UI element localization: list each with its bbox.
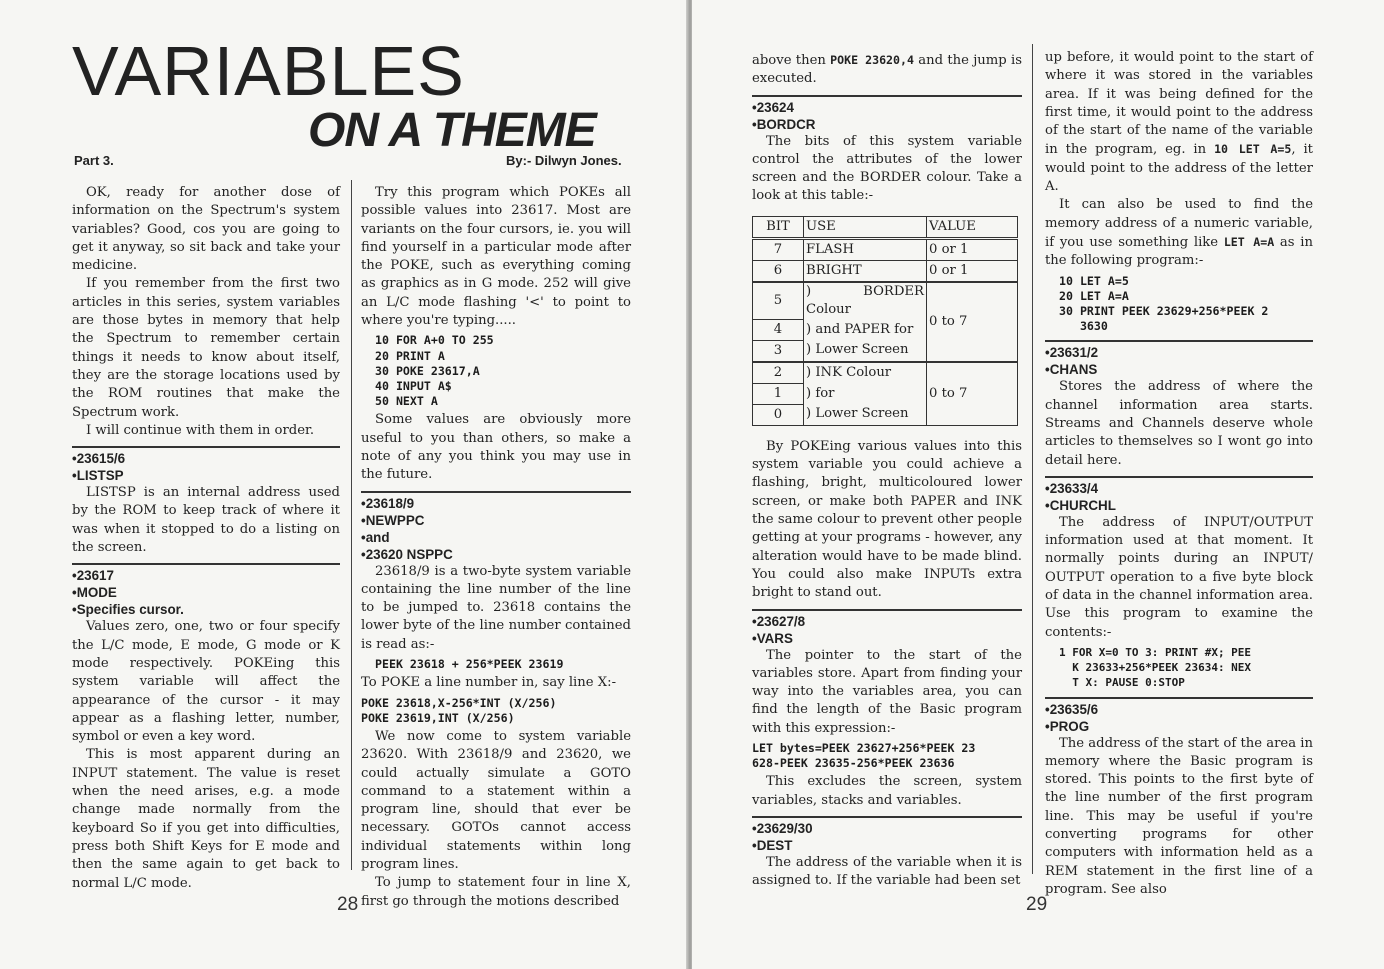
- paragraph: up before, it would point to the start of where it was stored in the variables area. If it was being defined for the first time, it would point to the address of the start of the name of the variable in the program, eg. in 10 LET A=5, it would point to the address of the letter A.: [1045, 50, 1313, 195]
- section-rule: [1045, 697, 1313, 699]
- table-cell: 0 or 1: [927, 238, 1018, 260]
- section-rule: [752, 816, 1022, 818]
- paragraph: The address of the variable when it is assigned to. If the variable had been set: [752, 855, 1022, 889]
- code-listing: 10 FOR A+0 TO 255 20 PRINT A 30 POKE 23617,A 40 INPUT A$ 50 NEXT A: [375, 333, 494, 409]
- title-line-1: VARIABLES: [72, 32, 465, 110]
- section-heading: •23627/8: [752, 613, 806, 629]
- section-rule: [1045, 476, 1313, 478]
- table-cell: ) Lower Screen: [804, 340, 927, 362]
- table-cell: 6: [753, 260, 804, 282]
- table-cell: 0 to 7: [927, 362, 1018, 426]
- table-cell: ) for: [804, 383, 927, 404]
- paragraph: By POKEing various values into this system variable you could achieve a flashing, bright, multicoloured lower screen, or make both PAPER and INK the same colour to prevent other people getting at your programs - however, any alteration would have to be made blind. You could also make INPUTs extra bright to stand out.: [752, 438, 1022, 601]
- section-heading: •BORDCR: [752, 116, 816, 132]
- code-listing: PEEK 23618 + 256*PEEK 23619: [375, 657, 564, 672]
- table-header-cell: VALUE: [927, 216, 1018, 238]
- table-row: [753, 362, 1018, 384]
- paragraph: The pointer to the start of the variables store. Apart from finding your way into the variables area, you can find the length of the Basic program with this expression:-: [752, 647, 1022, 736]
- table-cell: 2: [753, 362, 804, 384]
- section-heading: •DEST: [752, 838, 793, 854]
- section-heading: •23618/9: [361, 495, 415, 511]
- section-rule: [72, 563, 340, 565]
- paragraph: I will continue with them in order.: [86, 422, 315, 438]
- section-heading: •23624: [752, 99, 794, 115]
- table-header-cell: BIT: [753, 216, 804, 238]
- section-heading: •23635/6: [1045, 701, 1099, 717]
- paragraph: This excludes the screen, system variables, stacks and variables.: [752, 774, 1022, 808]
- column-1: [72, 184, 340, 893]
- byline: By:- Dilwyn Jones.: [506, 153, 622, 168]
- section-heading: •CHURCHL: [1045, 497, 1116, 513]
- table-cell: ) and PAPER for: [804, 319, 927, 340]
- paragraph: Stores the address of where the channel information area starts. Streams and Channels deserve whole articles to themselves so I wont go into detail here.: [1045, 379, 1313, 468]
- page-number: 29: [1026, 894, 1048, 915]
- paragraph: Values zero, one, two or four specify the L/C mode, E mode, G mode or K mode respectively. POKEing this system variable will affect the appearance of the cursor - it may appear as a flashing letter, number, symbol or even a key word.: [72, 619, 340, 745]
- section-rule: [1045, 340, 1313, 342]
- section-rule: [72, 446, 340, 448]
- table-header-cell: USE: [804, 216, 927, 238]
- section-rule: [752, 95, 1022, 97]
- table-cell: ) INK Colour: [804, 362, 927, 384]
- section-heading: •23615/6: [72, 451, 126, 467]
- column-2: [361, 184, 631, 911]
- section-rule: [361, 491, 631, 493]
- section-heading: •Specifies cursor.: [72, 602, 184, 618]
- part-label: Part 3.: [74, 153, 114, 168]
- section-heading: •MODE: [72, 585, 117, 601]
- bordcr-bit-table: [752, 216, 1018, 426]
- section-heading: •VARS: [752, 630, 793, 646]
- paragraph: The bits of this system variable control the attributes of the lower screen and the BORDER colour. Take a look at this table:-: [752, 133, 1022, 204]
- section-heading: •23633/4: [1045, 480, 1099, 496]
- code-listing: POKE 23618,X-256*INT (X/256) POKE 23619,INT (X/256): [361, 695, 557, 725]
- section-heading: •23629/30: [752, 821, 813, 837]
- section-heading: •23620 NSPPC: [361, 546, 453, 562]
- column-divider: [1032, 44, 1033, 874]
- table-cell: 7: [753, 238, 804, 260]
- table-row: [753, 282, 1018, 320]
- paragraph: The address of the start of the area in memory where the Basic program is stored. This points to the first byte of the line number of the first program line. This may be useful if you're converting programs for other computers with information held as a REM statement in the first line of a program. See also: [1045, 735, 1313, 897]
- table-cell: 0 to 7: [927, 282, 1018, 362]
- paragraph: Try this program which POKEs all possible values into 23617. Most are variants on the four cursors, ie. you will find yourself in a particular mode after the POKE, such as everything coming as graphics as in G mode. 252 will give an L/C mode flashing '<' to point to where you're typing.....: [361, 185, 631, 329]
- section-heading: •CHANS: [1045, 362, 1098, 378]
- column-4: [1045, 49, 1313, 899]
- table-cell: 0: [753, 404, 804, 425]
- section-heading: •and: [361, 529, 390, 545]
- section-heading: •PROG: [1045, 718, 1090, 734]
- paragraph: LISTSP is an internal address used by the ROM to keep track of where it was when it stopped to do a listing on the screen.: [72, 485, 340, 556]
- page-number: 28: [337, 894, 359, 915]
- table-cell: 5: [753, 282, 804, 320]
- title-line-2: ON A THEME: [308, 104, 596, 157]
- column-divider: [351, 180, 352, 870]
- paragraph: OK, ready for another dose of information on the Spectrum's system variables? Good, cos you are going to get it anyway, so sit back and take your medicine.: [72, 185, 340, 274]
- table-cell: 4: [753, 319, 804, 340]
- right-page: [692, 0, 1384, 969]
- paragraph: Some values are obviously more useful to you than others, so make a note of any you think you may use in the future.: [361, 412, 631, 483]
- paragraph: To jump to statement four in line X, first go through the motions described: [361, 875, 631, 909]
- table-cell: 3: [753, 340, 804, 362]
- table-cell: 0 or 1: [927, 260, 1018, 282]
- section-heading: •NEWPPC: [361, 512, 425, 528]
- paragraph: above then POKE 23620,4 and the jump is executed.: [752, 53, 1022, 87]
- section-rule: [752, 609, 1022, 611]
- paragraph: 23618/9 is a two-byte system variable containing the line number of the line to be jumped to. 23618 contains the lower byte of the line number contained is read as:-: [361, 563, 631, 652]
- code-listing: LET bytes=PEEK 23627+256*PEEK 23 628-PEEK 23635-256*PEEK 23636: [752, 741, 976, 771]
- paragraph: We now come to system variable 23620. With 23618/9 and 23620, we could actually simulate a GOTO command to a statement within a program line, should that ever be necessary. GOTOs cannot access individual statements within long program lines.: [361, 728, 631, 873]
- table-cell: 1: [753, 383, 804, 404]
- paragraph: It can also be used to find the memory address of a numeric variable, if you use something like LET A=A as in the following program:-: [1045, 197, 1313, 269]
- section-heading: •LISTSP: [72, 468, 124, 484]
- section-heading: •23617: [72, 568, 114, 584]
- code-listing: 10 LET A=5 20 LET A=A 30 PRINT PEEK 23629+256*PEEK 2 3630: [1059, 273, 1269, 334]
- code-listing: 1 FOR X=0 TO 3: PRINT #X; PEE K 23633+256*PEEK 23634: NEX T X: PAUSE 0:STOP: [1059, 645, 1252, 690]
- table-header-row: [753, 216, 1018, 238]
- paragraph: The address of INPUT/OUTPUT information used at that moment. It normally points during an INPUT/ OUTPUT operation to a five byte block of data in the channel information area. Use this program to examine the contents:-: [1045, 514, 1313, 640]
- paragraph: This is most apparent during an INPUT statement. The value is reset when the need arises, e.g. a mode change made normally from the keyboard So if you get into difficulties, press both Shift Keys for E mode and then the same again to get back to normal L/C mode.: [72, 747, 340, 891]
- section-heading: •23631/2: [1045, 345, 1099, 361]
- table-cell: ) BORDER Colour: [804, 282, 927, 320]
- paragraph: If you remember from the first two articles in this series, system variables are those bytes in memory that help the Spectrum to remember certain things it needs to know about itself, they are the storage locations used by the ROM routines that make the Spectrum work.: [72, 276, 340, 420]
- left-page: [0, 0, 688, 969]
- column-3: [752, 51, 1022, 891]
- table-cell: BRIGHT: [804, 260, 927, 282]
- table-row: [753, 238, 1018, 260]
- paragraph: To POKE a line number in, say line X:-: [361, 675, 617, 691]
- table-cell: FLASH: [804, 238, 927, 260]
- table-row: [753, 260, 1018, 282]
- table-cell: ) Lower Screen: [804, 404, 927, 425]
